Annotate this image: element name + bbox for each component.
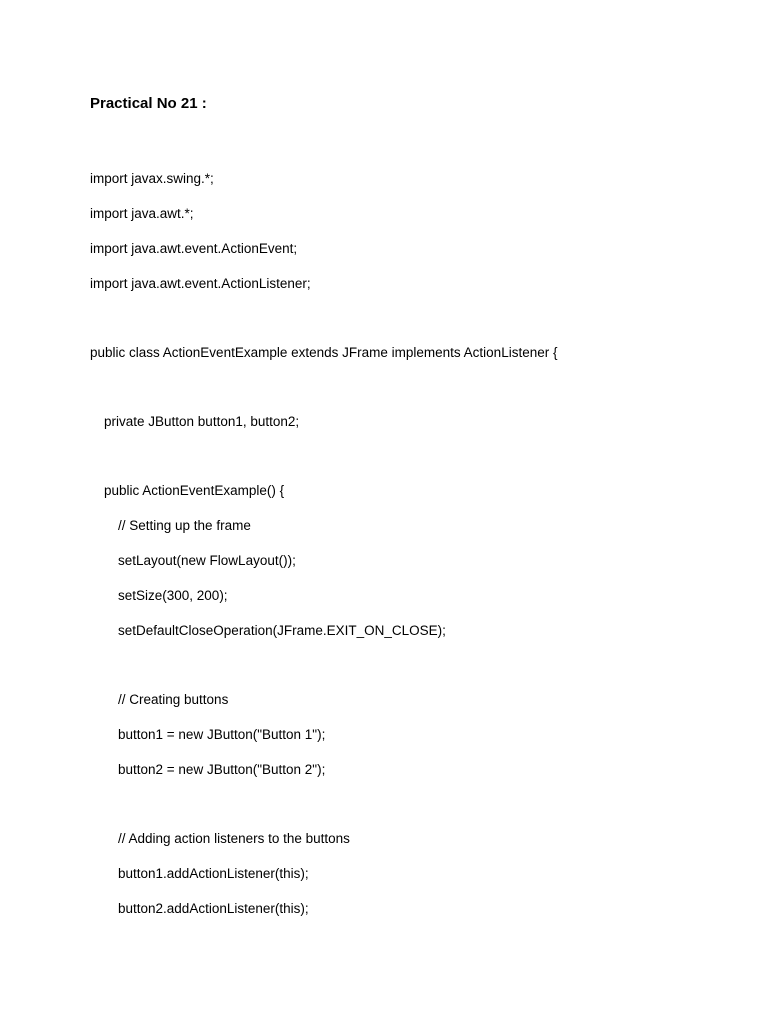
page-title: Practical No 21 : [90,95,207,112]
code-line: setSize(300, 200); [118,588,228,603]
code-line: button2 = new JButton("Button 2"); [118,762,326,777]
code-line: import java.awt.event.ActionListener; [90,276,311,291]
code-line: import javax.swing.*; [90,171,214,186]
code-line: button1.addActionListener(this); [118,866,309,881]
code-line: import java.awt.*; [90,206,194,221]
code-line: public class ActionEventExample extends JFrame implements ActionListener { [90,345,558,360]
code-line: setLayout(new FlowLayout()); [118,553,296,568]
code-line: // Adding action listeners to the buttons [118,831,350,846]
code-line: // Setting up the frame [118,518,251,533]
code-line: button1 = new JButton("Button 1"); [118,727,326,742]
code-line: button2.addActionListener(this); [118,901,309,916]
code-line: setDefaultCloseOperation(JFrame.EXIT_ON_CLOSE); [118,623,446,638]
code-line: import java.awt.event.ActionEvent; [90,241,298,256]
code-line: public ActionEventExample() { [104,483,285,498]
code-line: // Creating buttons [118,692,229,707]
code-line: private JButton button1, button2; [104,414,300,429]
